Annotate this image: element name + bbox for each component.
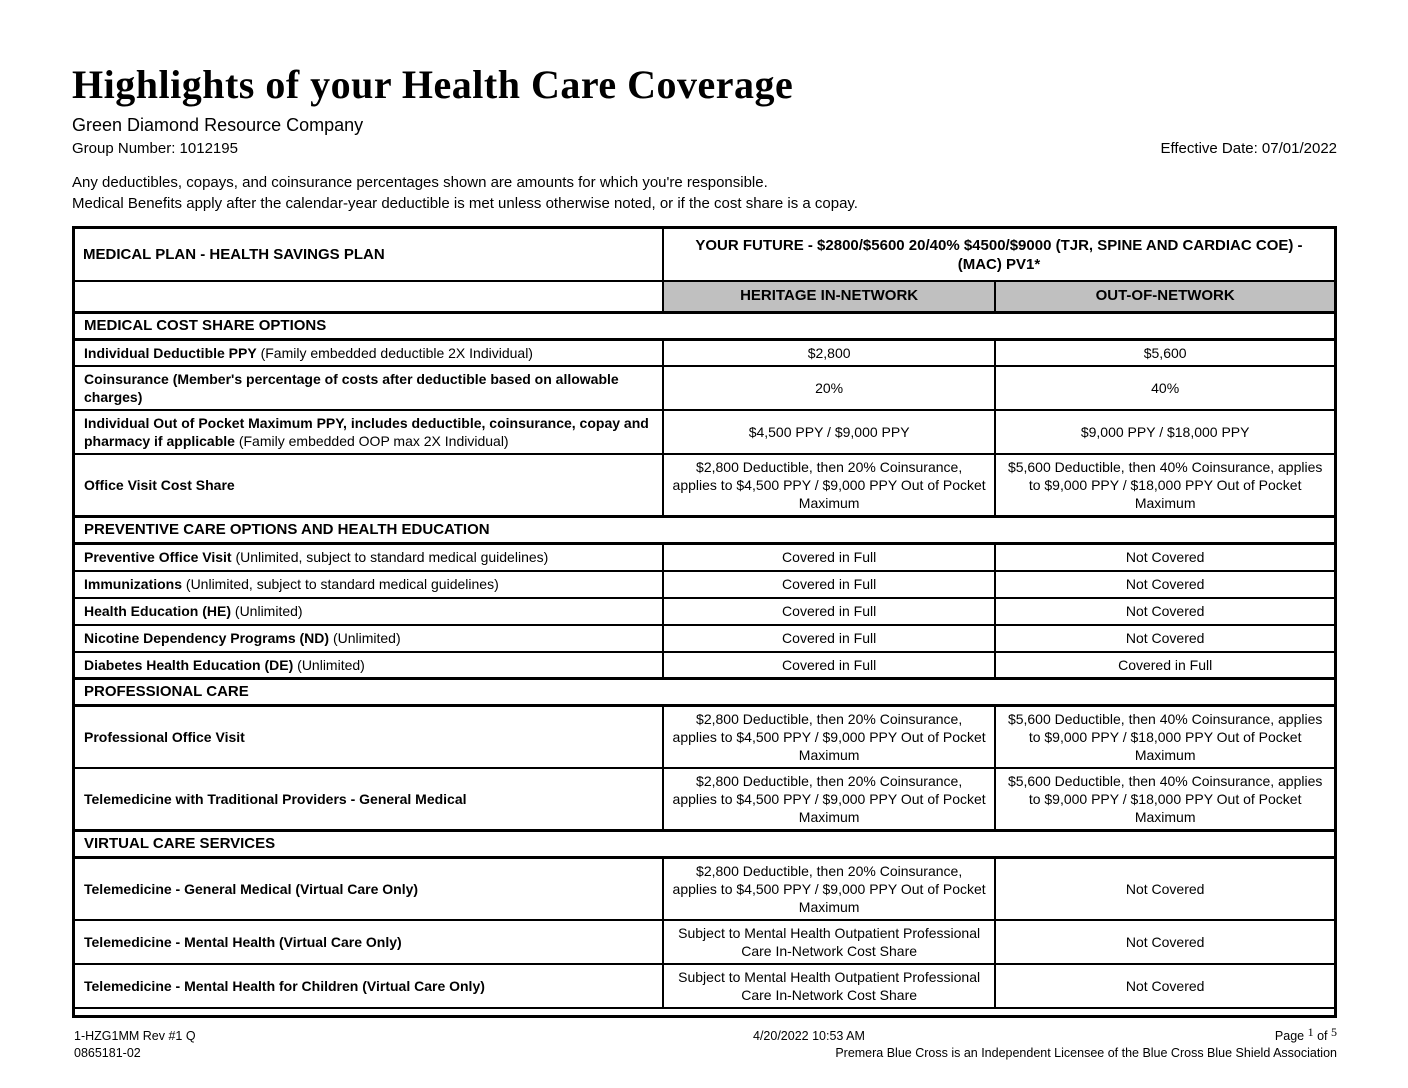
- in-network-value: $2,800 Deductible, then 20% Coinsurance, applies to $4,500 PPY / $9,000 PPY Out of Pocket Maximum: [663, 706, 995, 769]
- benefit-label-bold: Telemedicine - Mental Health for Children (Virtual Care Only): [84, 978, 485, 994]
- in-network-value: Covered in Full: [663, 544, 995, 571]
- effective-date: Effective Date: 07/01/2022: [1160, 140, 1337, 157]
- section-title: PREVENTIVE CARE OPTIONS AND HEALTH EDUCATION: [75, 517, 1334, 544]
- benefit-label-bold: Telemedicine - General Medical (Virtual Care Only): [84, 881, 419, 897]
- section-header-row: [75, 517, 1334, 544]
- benefits-table-body: [75, 229, 1334, 1008]
- table-row: [75, 858, 1334, 921]
- in-network-value: Covered in Full: [663, 652, 995, 679]
- benefit-label-bold: Preventive Office Visit: [84, 549, 232, 566]
- footer-doc-codes: [74, 1028, 196, 1062]
- benefit-label-note: (Family embedded OOP max 2X Individual): [234, 433, 509, 449]
- benefit-label: [75, 366, 663, 410]
- benefit-label: [75, 339, 663, 366]
- column-header-spacer: [75, 281, 663, 312]
- out-of-network-value: $5,600: [995, 339, 1334, 366]
- coverage-note-line1: Any deductibles, copays, and coinsurance percentages shown are amounts for which you're responsible.: [72, 174, 768, 191]
- benefit-label: [75, 706, 663, 769]
- footer-datetime: 4/20/2022 10:53 AM: [753, 1029, 865, 1043]
- document-page: [72, 0, 1337, 1088]
- in-network-value: $2,800 Deductible, then 20% Coinsurance, applies to $4,500 PPY / $9,000 PPY Out of Pocket Maximum: [663, 454, 995, 517]
- table-row: [75, 571, 1334, 598]
- out-of-network-value: Not Covered: [995, 964, 1334, 1008]
- benefit-label-bold: Office Visit Cost Share: [84, 477, 235, 493]
- coverage-notes: [72, 172, 1337, 214]
- benefit-label: [75, 920, 663, 964]
- section-header-row: [75, 679, 1334, 706]
- benefit-label-bold: Health Education (HE): [84, 603, 232, 619]
- benefit-label-note: (Unlimited, subject to standard medical guidelines): [182, 576, 499, 592]
- benefit-label-bold: Individual Deductible PPY: [84, 344, 257, 361]
- in-network-value: Subject to Mental Health Outpatient Professional Care In-Network Cost Share: [663, 920, 995, 964]
- benefit-label: [75, 571, 663, 598]
- benefit-label: [75, 454, 663, 517]
- benefit-label-note: (Unlimited): [329, 630, 401, 646]
- out-of-network-value: 40%: [995, 366, 1334, 410]
- section-title: PROFESSIONAL CARE: [75, 679, 1334, 706]
- plan-name-label: YOUR FUTURE - $2800/$5600 20/40% $4500/$9000 (TJR, SPINE AND CARDIAC COE) - (MAC) PV1*: [663, 229, 1334, 281]
- benefits-table-frame: [72, 226, 1337, 1018]
- benefit-label-note: (Unlimited, subject to standard medical guidelines): [231, 549, 549, 566]
- in-network-value: $2,800 Deductible, then 20% Coinsurance, applies to $4,500 PPY / $9,000 PPY Out of Pocket Maximum: [663, 858, 995, 921]
- section-header-row: [75, 312, 1334, 339]
- page-title: Highlights of your Health Care Coverage: [72, 62, 794, 107]
- coverage-note-line2: Medical Benefits apply after the calendar-year deductible is met unless otherwise noted, or if the cost share is a copay.: [72, 195, 858, 212]
- out-of-network-value: Not Covered: [995, 858, 1334, 921]
- section-title: MEDICAL COST SHARE OPTIONS: [75, 312, 1334, 339]
- out-of-network-value: Not Covered: [995, 544, 1334, 571]
- table-row: [75, 920, 1334, 964]
- table-row: [75, 410, 1334, 454]
- column-header-row: [75, 281, 1334, 312]
- benefit-label-bold: Telemedicine - Mental Health (Virtual Care Only): [84, 934, 402, 950]
- doc-number: 0865181-02: [74, 1046, 141, 1060]
- table-row: [75, 625, 1334, 652]
- company-name: Green Diamond Resource Company: [72, 115, 364, 135]
- benefit-label: [75, 858, 663, 921]
- table-row: [75, 598, 1334, 625]
- benefit-label-note: (Family embedded deductible 2X Individual): [256, 344, 533, 361]
- page-of-label: of: [1317, 1029, 1328, 1043]
- benefit-label-note: (Unlimited): [293, 656, 365, 673]
- in-network-value: $2,800: [663, 339, 995, 366]
- benefit-label-bold: Nicotine Dependency Programs (ND): [84, 630, 330, 646]
- table-row: [75, 652, 1334, 679]
- in-network-value: Subject to Mental Health Outpatient Professional Care In-Network Cost Share: [663, 964, 995, 1008]
- benefit-label: [75, 625, 663, 652]
- table-row: [75, 339, 1334, 366]
- table-row: [75, 454, 1334, 517]
- section-header-row: [75, 831, 1334, 858]
- column-header-in-network: HERITAGE IN-NETWORK: [663, 281, 995, 312]
- group-number: Group Number: 1012195: [72, 140, 238, 157]
- out-of-network-value: Not Covered: [995, 625, 1334, 652]
- benefit-label-note: (Unlimited): [231, 603, 303, 619]
- benefit-label: [75, 964, 663, 1008]
- in-network-value: 20%: [663, 366, 995, 410]
- benefit-label-bold: Telemedicine with Traditional Providers - General Medical: [84, 791, 467, 807]
- benefit-label-bold: Diabetes Health Education (DE): [84, 656, 294, 673]
- section-title: VIRTUAL CARE SERVICES: [75, 831, 1334, 858]
- in-network-value: $4,500 PPY / $9,000 PPY: [663, 410, 995, 454]
- benefit-label-bold: Professional Office Visit: [84, 729, 245, 745]
- footer-disclaimer: Premera Blue Cross is an Independent Licensee of the Blue Cross Blue Shield Association: [835, 1046, 1337, 1060]
- in-network-value: $2,800 Deductible, then 20% Coinsurance, applies to $4,500 PPY / $9,000 PPY Out of Pocket Maximum: [663, 768, 995, 831]
- page-total: 5: [1331, 1025, 1337, 1039]
- table-row: [75, 964, 1334, 1008]
- benefit-label-bold: Immunizations: [84, 576, 183, 592]
- benefits-table: [75, 229, 1334, 1009]
- doc-code: 1-HZG1MM Rev #1 Q: [74, 1029, 196, 1043]
- footer-page-indicator: [1274, 1025, 1337, 1045]
- benefit-label: [75, 652, 663, 679]
- table-row: [75, 706, 1334, 769]
- in-network-value: Covered in Full: [663, 625, 995, 652]
- page-number: 1: [1307, 1025, 1314, 1039]
- benefit-label: [75, 544, 663, 571]
- in-network-value: Covered in Full: [663, 571, 995, 598]
- out-of-network-value: Not Covered: [995, 920, 1334, 964]
- benefit-label-bold: Coinsurance (Member's percentage of costs after deductible based on allowable charges): [84, 371, 619, 405]
- out-of-network-value: Not Covered: [995, 598, 1334, 625]
- plan-header-row: [75, 229, 1334, 281]
- table-row: [75, 544, 1334, 571]
- plan-type-label: MEDICAL PLAN - HEALTH SAVINGS PLAN: [75, 229, 663, 281]
- in-network-value: Covered in Full: [663, 598, 995, 625]
- column-header-out-of-network: OUT-OF-NETWORK: [995, 281, 1334, 312]
- benefit-label-bold: Individual Out of Pocket Maximum PPY, includes deductible, coinsurance, copay and pharmacy if applicable: [84, 415, 649, 449]
- out-of-network-value: $5,600 Deductible, then 40% Coinsurance, applies to $9,000 PPY / $18,000 PPY Out of Pocket Maximum: [995, 768, 1334, 831]
- out-of-network-value: $5,600 Deductible, then 40% Coinsurance, applies to $9,000 PPY / $18,000 PPY Out of Pocket Maximum: [995, 454, 1334, 517]
- page-label: Page: [1274, 1029, 1305, 1043]
- benefit-label: [75, 768, 663, 831]
- table-row: [75, 366, 1334, 410]
- benefit-label: [75, 598, 663, 625]
- out-of-network-value: Covered in Full: [995, 652, 1334, 679]
- out-of-network-value: $5,600 Deductible, then 40% Coinsurance, applies to $9,000 PPY / $18,000 PPY Out of Pocket Maximum: [995, 706, 1334, 769]
- table-row: [75, 768, 1334, 831]
- out-of-network-value: Not Covered: [995, 571, 1334, 598]
- benefit-label: [75, 410, 663, 454]
- meta-row: [72, 139, 1337, 158]
- out-of-network-value: $9,000 PPY / $18,000 PPY: [995, 410, 1334, 454]
